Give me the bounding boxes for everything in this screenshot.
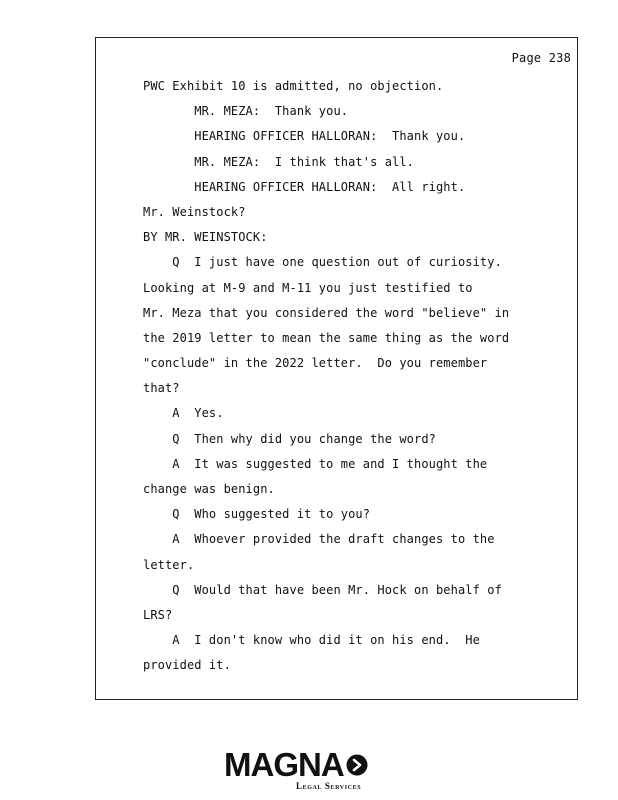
transcript-page [95, 37, 578, 700]
transcript-line: Looking at M-9 and M-11 you just testified to [143, 280, 473, 295]
transcript-body [143, 74, 573, 679]
transcript-line: LRS? [143, 607, 173, 622]
logo-wordmark: MAGNA [224, 746, 344, 783]
transcript-line: PWC Exhibit 10 is admitted, no objection. [143, 79, 444, 93]
transcript-line: A I don't know who did it on his end. He [143, 633, 480, 648]
transcript-line: A Yes. [143, 406, 224, 421]
transcript-line: MR. MEZA: Thank you. [143, 104, 349, 119]
transcript-line: that? [143, 381, 180, 396]
transcript-line: Q Would that have been Mr. Hock on behalf of [143, 582, 502, 597]
transcript-line: change was benign. [143, 482, 275, 496]
transcript-line: MR. MEZA: I think that's all. [143, 154, 415, 169]
transcript-line: HEARING OFFICER HALLORAN: Thank you. [143, 129, 466, 144]
logo-tagline: Legal Services [296, 781, 362, 791]
transcript-line: A Whoever provided the draft changes to the [143, 532, 495, 547]
logo-mark [224, 748, 368, 782]
transcript-line: the 2019 letter to mean the same thing as the word [143, 330, 510, 345]
page-number: Page 238 [511, 51, 571, 65]
transcript-line: Q Who suggested it to you? [143, 507, 371, 522]
transcript-line: Q I just have one question out of curiosity. [143, 255, 502, 270]
transcript-line: Mr. Meza that you considered the word "believe" in [143, 305, 510, 320]
transcript-line: A It was suggested to me and I thought the [143, 456, 488, 471]
transcript-line: letter. [143, 557, 195, 572]
transcript-line: provided it. [143, 658, 231, 673]
transcript-line: HEARING OFFICER HALLORAN: All right. [143, 179, 466, 194]
transcript-line: "conclude" in the 2022 letter. Do you remember [143, 356, 488, 371]
magna-logo [224, 748, 399, 793]
transcript-line: Q Then why did you change the word? [143, 431, 436, 446]
chevron-right-circle-icon [346, 754, 368, 776]
transcript-line: BY MR. WEINSTOCK: [143, 230, 268, 245]
transcript-line: Mr. Weinstock? [143, 204, 246, 219]
